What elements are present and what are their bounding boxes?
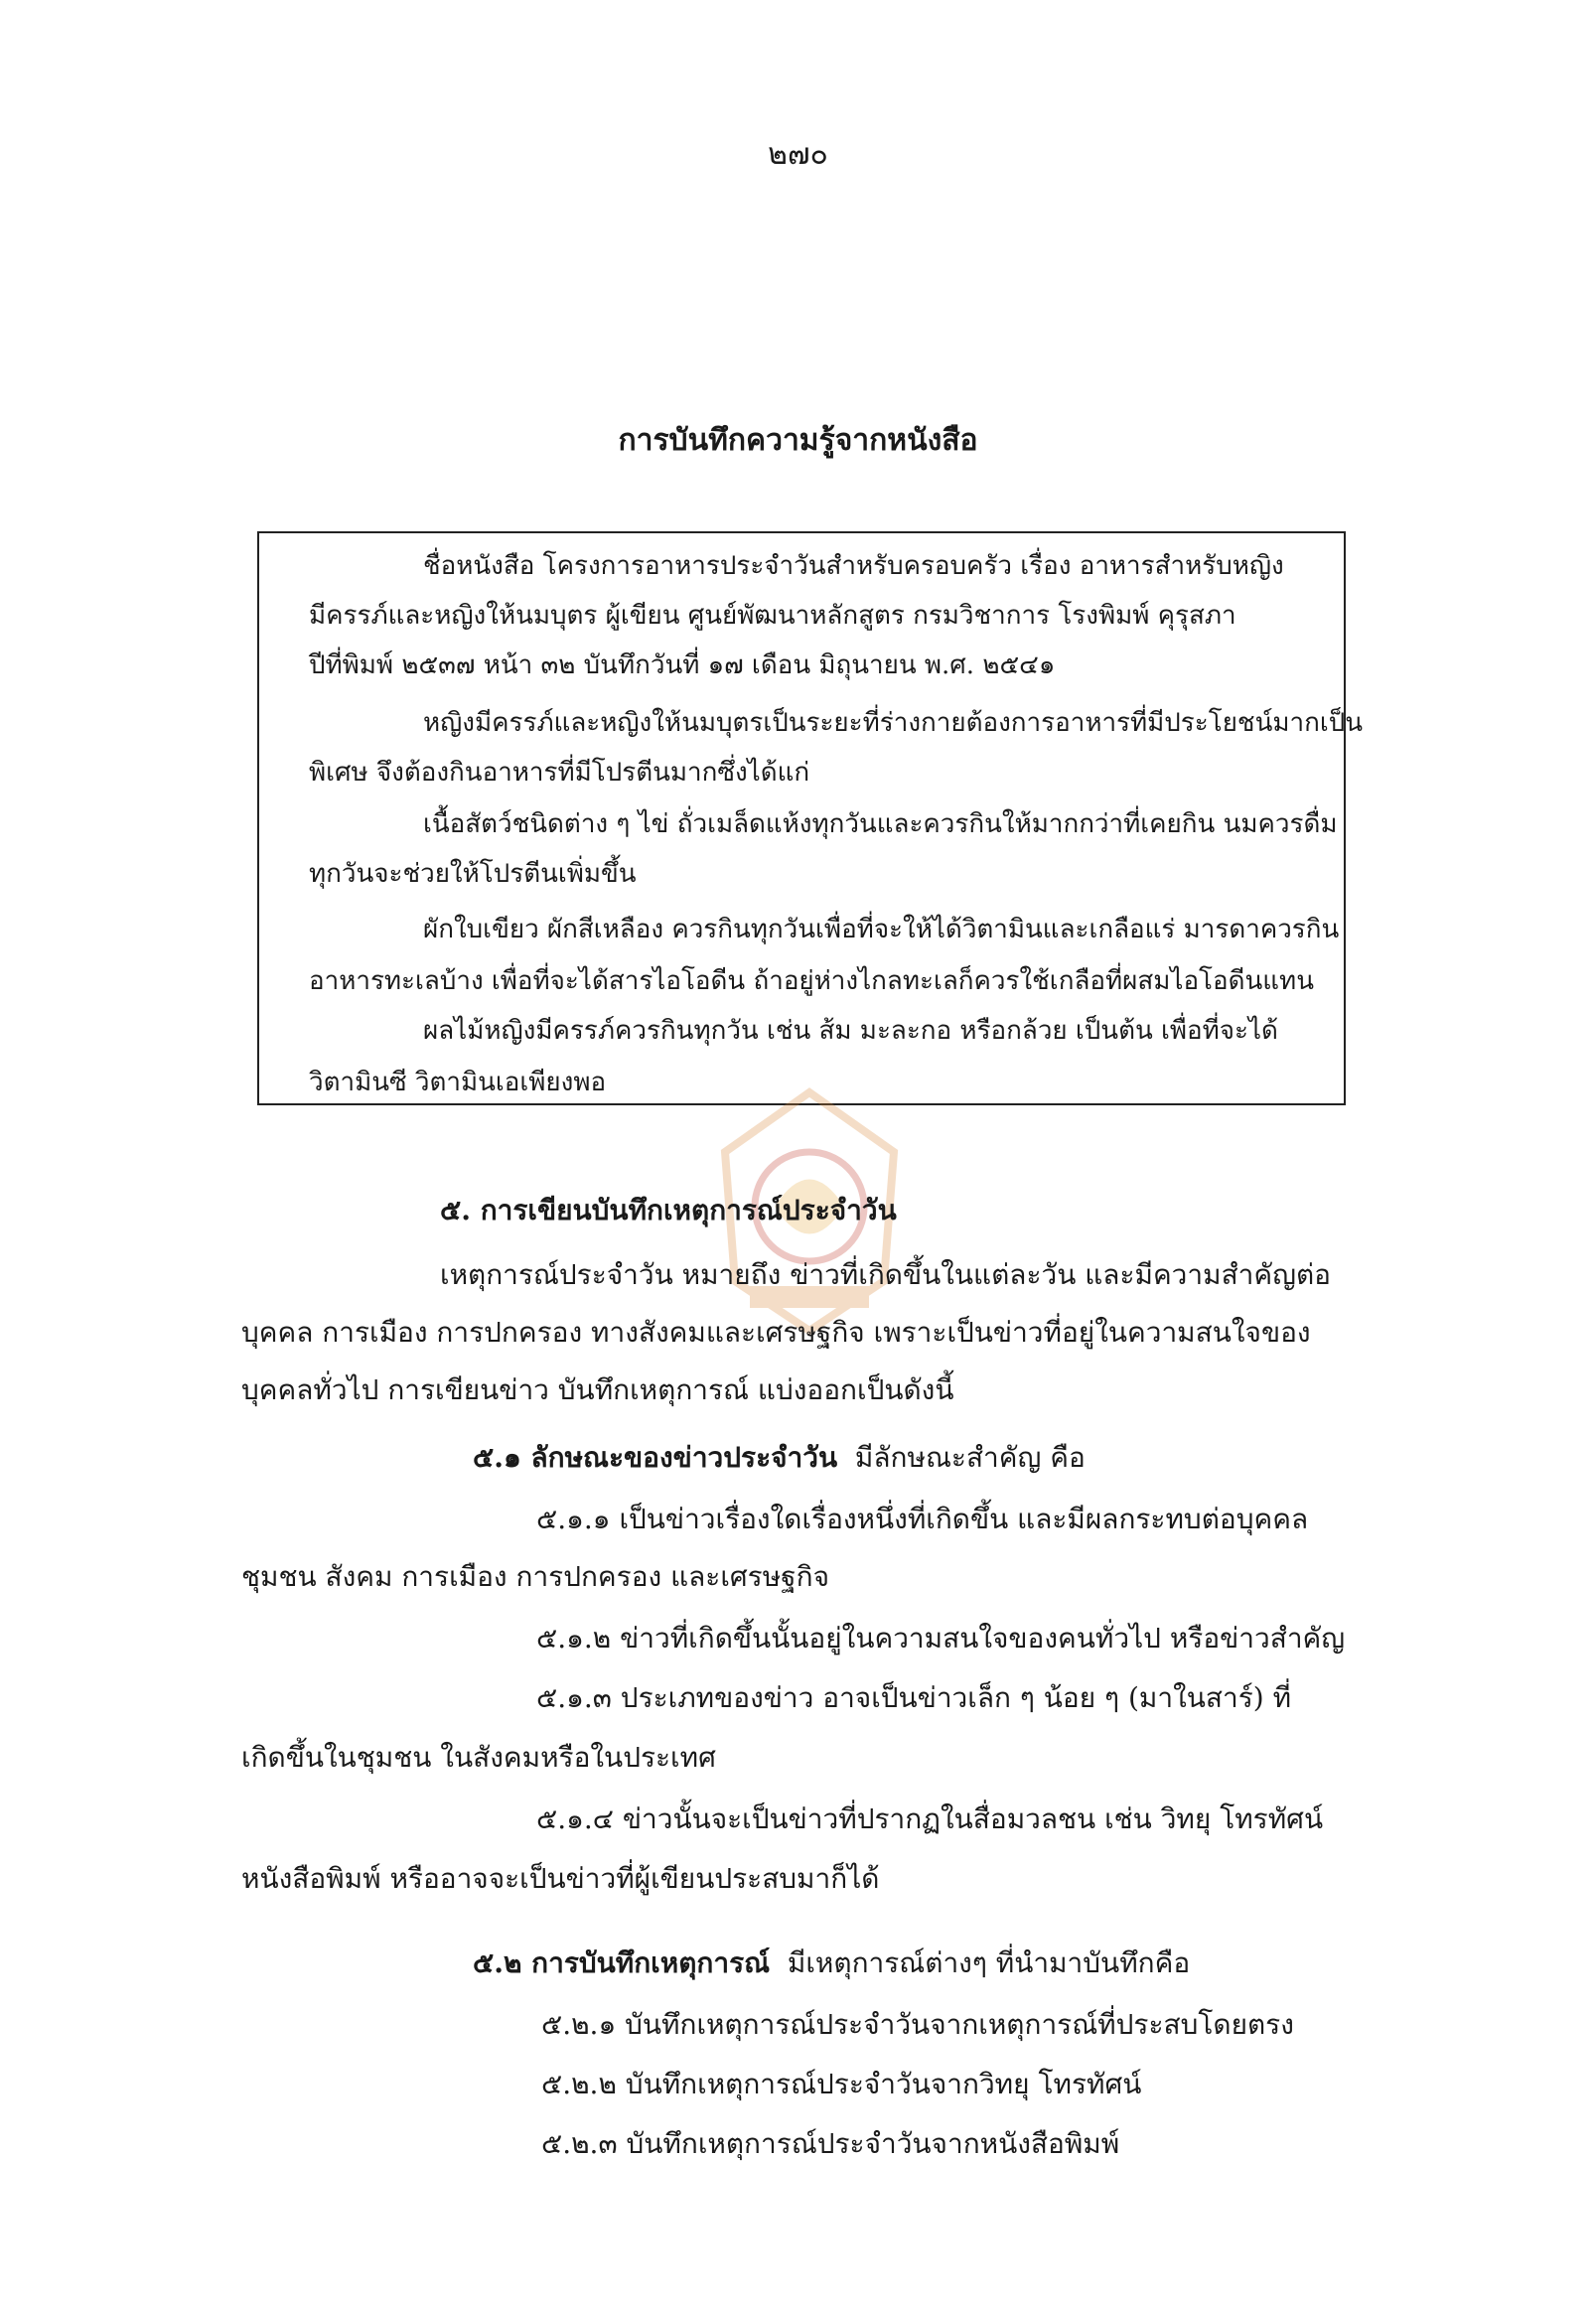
note-line: อาหารทะเลบ้าง เพื่อที่จะได้สารไอโอดีน ถ้าอยู่ห่างไกลทะเลก็ควรใช้เกลือที่ผสมไอโอดีนแทน (309, 966, 1314, 996)
list-item: ๕.๒.๒ บันทึกเหตุการณ์ประจำวันจากวิทยุ โทรทัศน์ (541, 2068, 1142, 2100)
note-line: เนื้อสัตว์ชนิดต่าง ๆ ไข่ ถั่วเมล็ดแห้งทุกวันและควรกินให้มากกว่าที่เคยกิน นมควรดื่ม (423, 809, 1338, 839)
list-item: เกิดขึ้นในชุมชน ในสังคมหรือในประเทศ (241, 1741, 716, 1774)
list-item: ๕.๑.๒ ข่าวที่เกิดขึ้นนั้นอยู่ในความสนใจของคนทั่วไป หรือข่าวสำคัญ (536, 1622, 1346, 1655)
page-number: ๒๗๐ (768, 137, 828, 172)
subsection-heading (473, 1436, 1086, 1480)
book-note-box (257, 531, 1363, 1105)
subsection-title: ๕.๑ ลักษณะของข่าวประจำวัน (473, 1441, 838, 1474)
list-item: ๕.๑.๑ เป็นข่าวเรื่องใดเรื่องหนึ่งที่เกิดขึ้น และมีผลกระทบต่อบุคคล (536, 1503, 1309, 1535)
note-line: มีครรภ์และหญิงให้นมบุตร ผู้เขียน ศูนย์พัฒนาหลักสูตร กรมวิชาการ โรงพิมพ์ คุรุสภา (309, 601, 1236, 631)
page-title: การบันทึกความรู้จากหนังสือ (618, 423, 978, 458)
list-item: ๕.๒.๑ บันทึกเหตุการณ์ประจำวันจากเหตุการณ์ที่ประสบโดยตรง (541, 2008, 1294, 2041)
note-line: ชื่อหนังสือ โครงการอาหารประจำวันสำหรับครอบครัว เรื่อง อาหารสำหรับหญิง (423, 551, 1284, 581)
section-heading: ๕. การเขียนบันทึกเหตุการณ์ประจำวัน (440, 1194, 897, 1226)
list-item: หนังสือพิมพ์ หรืออาจจะเป็นข่าวที่ผู้เขียนประสบมาก็ได้ (241, 1862, 880, 1895)
subsection-suffix: มีลักษณะสำคัญ คือ (854, 1441, 1086, 1474)
note-line: หญิงมีครรภ์และหญิงให้นมบุตรเป็นระยะที่ร่างกายต้องการอาหารที่มีประโยชน์มากเป็น (423, 708, 1363, 738)
note-line: ทุกวันจะช่วยให้โปรตีนเพิ่มขึ้น (309, 859, 637, 889)
note-line: พิเศษ จึงต้องกินอาหารที่มีโปรตีนมากซึ่งได้แก่ (309, 758, 810, 788)
paragraph-line: เหตุการณ์ประจำวัน หมายถึง ข่าวที่เกิดขึ้นในแต่ละวัน และมีความสำคัญต่อ (440, 1258, 1331, 1291)
note-line: ผักใบเขียว ผักสีเหลือง ควรกินทุกวันเพื่อที่จะให้ได้วิตามินและเกลือแร่ มารดาควรกิน (423, 915, 1340, 944)
subsection-suffix: มีเหตุการณ์ต่างๆ ที่นำมาบันทึกคือ (787, 1946, 1191, 1979)
paragraph-line: บุคคลทั่วไป การเขียนข่าว บันทึกเหตุการณ์ แบ่งออกเป็นดังนี้ (241, 1373, 954, 1406)
subsection-heading (473, 1942, 1190, 1985)
note-line: ปีที่พิมพ์ ๒๕๓๗ หน้า ๓๒ บันทึกวันที่ ๑๗ เดือน มิถุนายน พ.ศ. ๒๕๔๑ (309, 650, 1056, 680)
list-item: ๕.๑.๔ ข่าวนั้นจะเป็นข่าวที่ปรากฏในสื่อมวลชน เช่น วิทยุ โทรทัศน์ (536, 1802, 1324, 1835)
list-item: ๕.๑.๓ ประเภทของข่าว อาจเป็นข่าวเล็ก ๆ น้อย ๆ (มาในสาร์) ที่ (536, 1681, 1292, 1714)
list-item: ๕.๒.๓ บันทึกเหตุการณ์ประจำวันจากหนังสือพิมพ์ (541, 2127, 1120, 2160)
subsection-title: ๕.๒ การบันทึกเหตุการณ์ (473, 1946, 771, 1979)
note-line: วิตามินซี วิตามินเอเพียงพอ (309, 1068, 607, 1097)
paragraph-line: บุคคล การเมือง การปกครอง ทางสังคมและเศรษฐกิจ เพราะเป็นข่าวที่อยู่ในความสนใจของ (241, 1316, 1311, 1349)
list-item: ชุมชน สังคม การเมือง การปกครอง และเศรษฐกิจ (241, 1560, 829, 1593)
note-line: ผลไม้หญิงมีครรภ์ควรกินทุกวัน เช่น ส้ม มะละกอ หรือกล้วย เป็นต้น เพื่อที่จะได้ (423, 1016, 1278, 1046)
